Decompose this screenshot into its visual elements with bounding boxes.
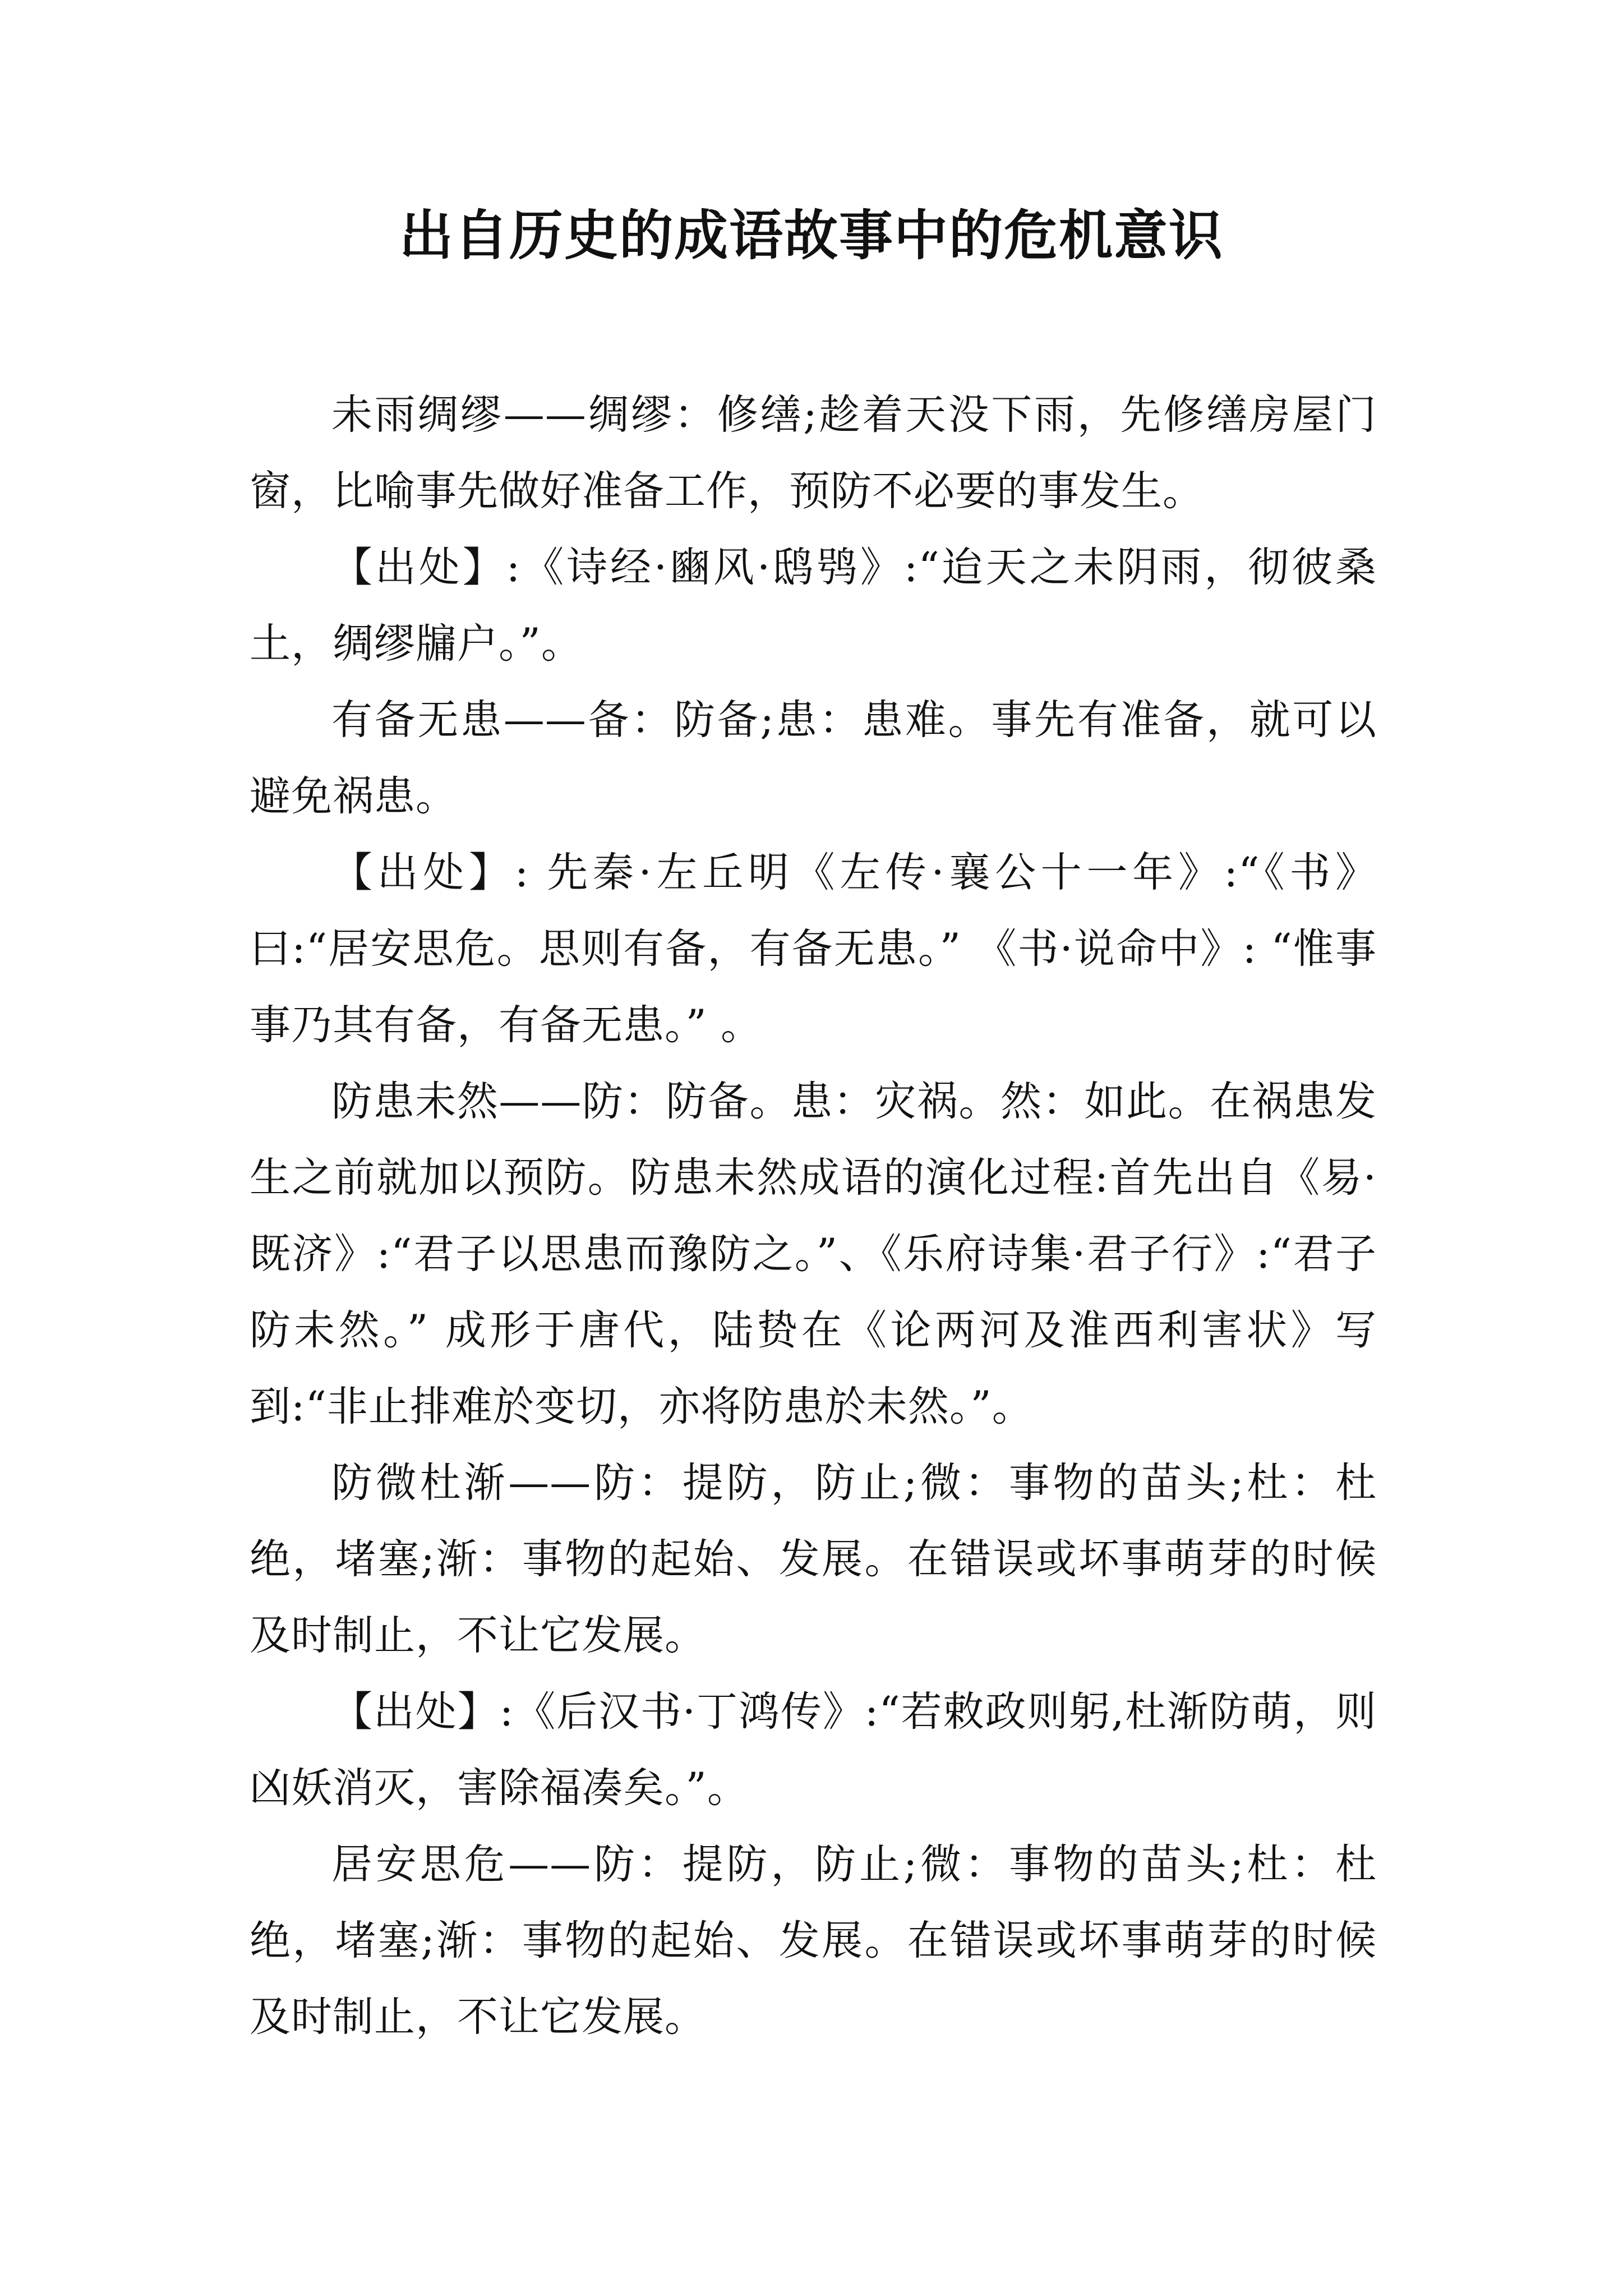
paragraph-source-zuozhuan: 【出处】: 先秦·左丘明《左传·襄公十一年》:“《书》曰:“居安思危。思则有备，有备无患。” 《书·说命中》: “惟事事乃其有备，有备无患。” 。 — [250, 849, 1377, 1049]
paragraph-fangwei-dujian: 防微杜渐——防：提防，防止;微：事物的苗头;杜：杜绝，堵塞;渐：事物的起始、发展。在错误或坏事萌芽的时候及时制止，不让它发展。 — [250, 1459, 1377, 1659]
document-body — [250, 377, 1377, 2055]
paragraph-source-houhanshu: 【出处】:《后汉书·丁鸿传》:“若敕政则躬,杜渐防萌，则凶妖消灭，害除福凑矣。”。 — [250, 1688, 1377, 1812]
paragraph-juan-siwei: 居安思危——防：提防，防止;微：事物的苗头;杜：杜绝，堵塞;渐：事物的起始、发展。在错误或坏事萌芽的时候及时制止，不让它发展。 — [250, 1841, 1377, 2041]
paragraph-weiyu-choumou: 未雨绸缪——绸缪：修缮;趁着天没下雨，先修缮房屋门窗，比喻事先做好准备工作，预防不必要的事发生。 — [250, 391, 1377, 515]
paragraph-youbei-wuhuan: 有备无患——备：防备;患：患难。事先有准备，就可以避免祸患。 — [250, 696, 1377, 820]
paragraph-fanghuan-weiran: 防患未然——防：防备。患：灾祸。然：如此。在祸患发生之前就加以预防。防患未然成语的演化过程:首先出自《易·既济》:“君子以思患而豫防之。”、《乐府诗集·君子行》:“君子防未然。” 成形于唐代，陆贽在《论两河及淮西利害状》写到:“非止排难於变切，亦将防患於未然。”。 — [250, 1078, 1377, 1430]
paragraph-source-shijing: 【出处】:《诗经·豳风·鸱鸮》:“迨天之未阴雨，彻彼桑土，绸缪牖户。”。 — [250, 544, 1377, 668]
document-title: 出自历史的成语故事中的危机意识 — [399, 204, 1224, 267]
